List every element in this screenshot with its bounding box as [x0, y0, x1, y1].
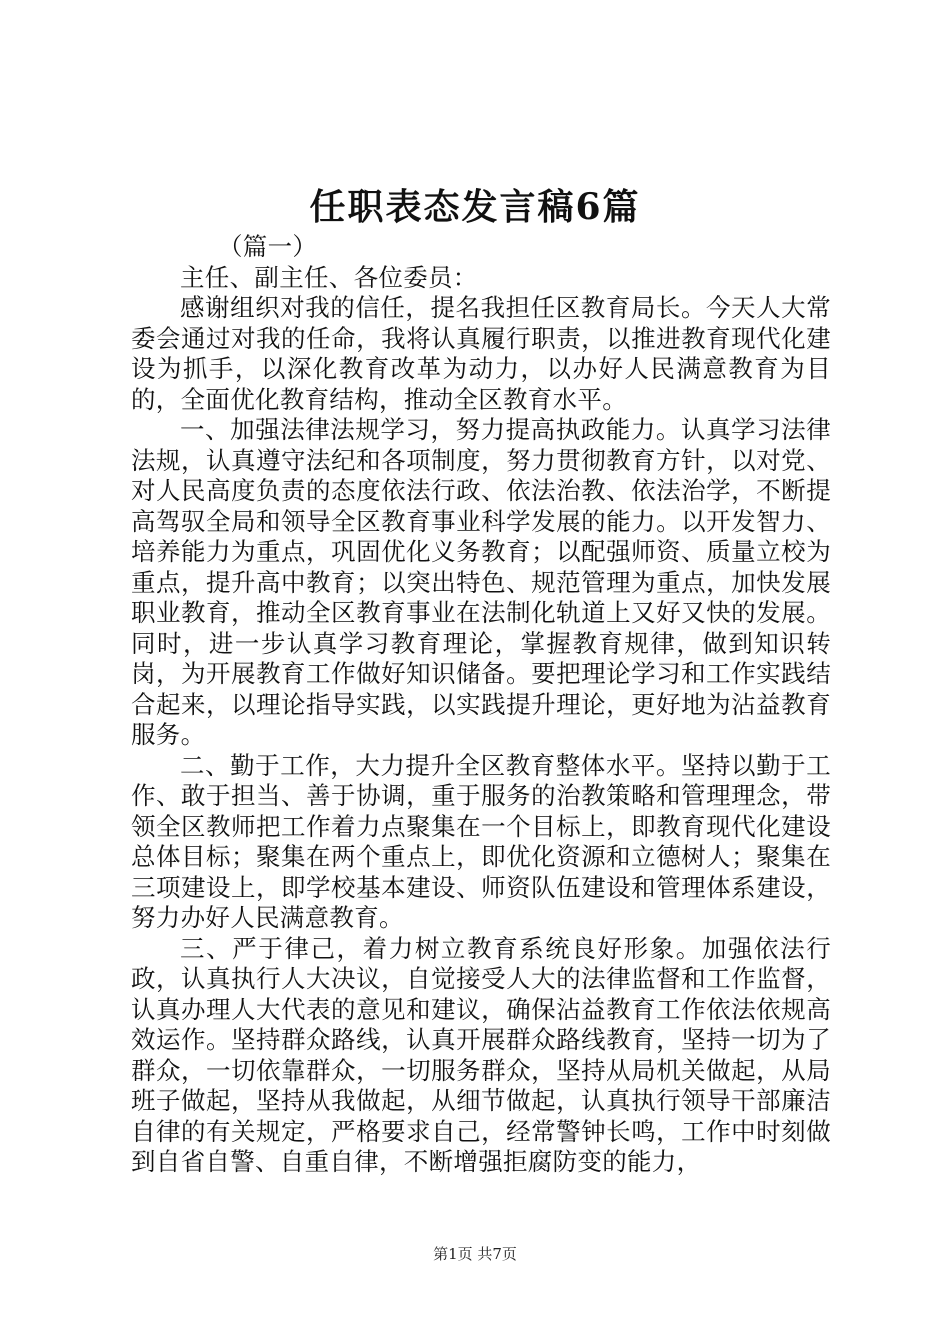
paragraph-point-three: 三、严于律己，着力树立教育系统良好形象。加强依法行政，认真执行人大决议，自觉接受人大的法律监督和工作监督，认真办理人大代表的意见和建议，确保沾益教育工作依法依规高效运作。坚持群众路线，认真开展群众路线教育，坚持一切为了群众，一切依靠群众，一切服务群众，坚持从局机关做起，从局班子做起，坚持从我做起，从细节做起，认真执行领导干部廉洁自律的有关规定，严格要求自己，经常警钟长鸣，工作中时刻做到自省自警、自重自律，不断增强拒腐防变的能力，: [131, 933, 831, 1176]
section-label: （篇一）: [218, 232, 318, 261]
paragraph-point-one: 一、加强法律法规学习，努力提高执政能力。认真学习法律法规，认真遵守法纪和各项制度，努力贯彻教育方针，以对党、对人民高度负责的态度依法行政、依法治教、依法治学，不断提高驾驭全局和领导全区教育事业科学发展的能力。以开发智力、培养能力为重点，巩固优化义务教育；以配强师资、质量立校为重点，提升高中教育；以突出特色、规范管理为重点，加快发展职业教育，推动全区教育事业在法制化轨道上又好又快的发展。同时，进一步认真学习教育理论，掌握教育规律，做到知识转岗，为开展教育工作做好知识储备。要把理论学习和工作实践结合起来，以理论指导实践，以实践提升理论，更好地为沾益教育服务。: [131, 415, 831, 749]
page-number: 第1页 共7页: [433, 1245, 517, 1263]
salutation: 主任、副主任、各位委员：: [180, 262, 478, 292]
paragraph-point-two: 二、勤于工作，大力提升全区教育整体水平。坚持以勤于工作、敢于担当、善于协调，重于服务的治教策略和管理理念，带领全区教师把工作着力点聚集在一个目标上，即教育现代化建设总体目标；聚集在两个重点上，即优化资源和立德树人；聚集在三项建设上，即学校基本建设、师资队伍建设和管理体系建设，努力办好人民满意教育。: [131, 750, 831, 932]
document-body: [131, 232, 831, 1178]
paragraph-intro: 感谢组织对我的信任，提名我担任区教育局长。今天人大常委会通过对我的任命，我将认真履行职责，以推进教育现代化建设为抓手，以深化教育改革为动力，以办好人民满意教育为目的，全面优化教育结构，推动全区教育水平。: [131, 293, 831, 414]
document-title: 任职表态发言稿6篇: [309, 186, 641, 228]
